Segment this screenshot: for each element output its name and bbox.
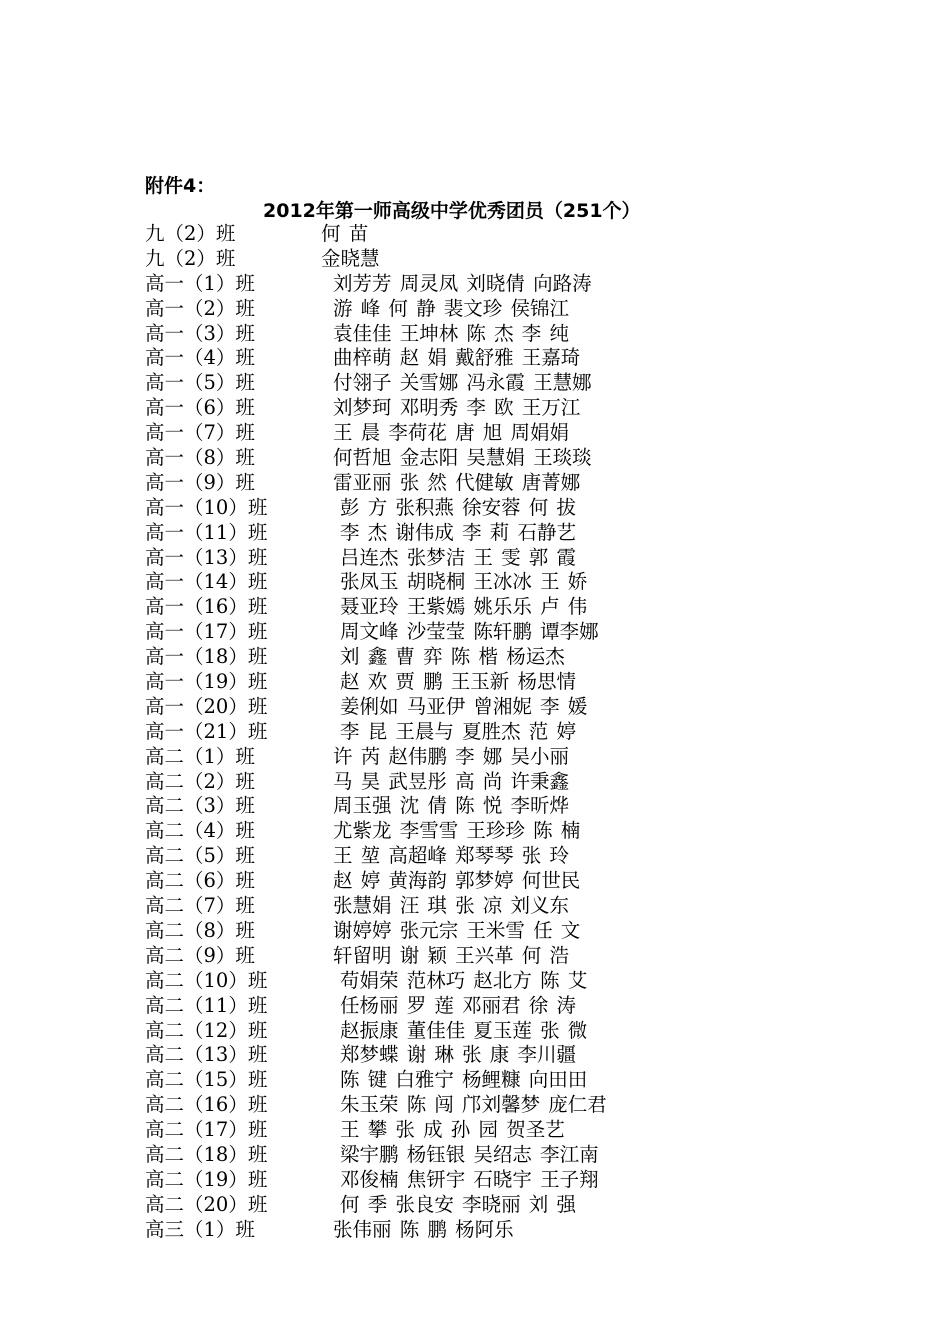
- roster-row: [145, 620, 905, 645]
- member-names: 谢婷婷 张元宗 王米雪 任 文: [333, 918, 581, 942]
- roster-row: [145, 346, 905, 371]
- member-names: 李 昆 王晨与 夏胜杰 范 婷: [340, 719, 576, 743]
- class-name: 高二（12）班: [145, 1018, 268, 1042]
- class-name: 高二（10）班: [145, 968, 268, 992]
- member-names: 李 杰 谢伟成 李 莉 石静艺: [340, 520, 576, 544]
- class-name: 高二（13）班: [145, 1043, 268, 1067]
- class-name: 高一（6）班: [145, 396, 255, 420]
- class-name: 高二（16）班: [145, 1093, 268, 1117]
- member-names: 姜俐如 马亚伊 曾湘妮 李 媛: [340, 694, 588, 718]
- class-name: 高二（1）班: [145, 744, 255, 768]
- roster-row: [145, 819, 905, 844]
- member-names: 尤紫龙 李雪雪 王珍珍 陈 楠: [333, 819, 581, 843]
- member-names: 周玉强 沈 倩 陈 悦 李昕烨: [333, 794, 569, 818]
- roster-row: [145, 570, 905, 595]
- class-name: 高一（8）班: [145, 446, 255, 470]
- document-title: 2012年第一师高级中学优秀团员（251个）: [263, 200, 641, 222]
- class-name: 高一（21）班: [145, 719, 268, 743]
- class-name: 高一（9）班: [145, 470, 255, 494]
- member-names: 张伟丽 陈 鹏 杨阿乐: [333, 1217, 514, 1241]
- roster-row: [145, 1193, 905, 1218]
- class-name: 高一（20）班: [145, 694, 268, 718]
- member-names: 苟娟荣 范林巧 赵北方 陈 艾: [340, 968, 588, 992]
- member-names: 许 芮 赵伟鹏 李 娜 吴小丽: [333, 744, 569, 768]
- class-name: 九（2）班: [145, 246, 236, 270]
- member-names: 张慧娟 汪 琪 张 凉 刘义东: [333, 894, 569, 918]
- roster-row: [145, 844, 905, 869]
- roster-row: [145, 1143, 905, 1168]
- roster-row: [145, 894, 905, 919]
- member-names: 聂亚玲 王紫嫣 姚乐乐 卢 伟: [340, 595, 588, 619]
- class-name: 高二（19）班: [145, 1167, 268, 1191]
- class-name: 高一（11）班: [145, 520, 268, 544]
- class-name: 高一（19）班: [145, 670, 268, 694]
- member-names: 何哲旭 金志阳 吴慧娟 王琰琰: [333, 446, 592, 470]
- member-names: 何 苗: [321, 222, 369, 245]
- roster-row: [145, 944, 905, 969]
- class-name: 高一（13）班: [145, 545, 268, 569]
- member-roster: [145, 222, 905, 1243]
- class-name: 高二（8）班: [145, 918, 255, 942]
- roster-row: [145, 272, 905, 297]
- member-names: 周文峰 沙莹莹 陈轩鹏 谭李娜: [340, 620, 599, 644]
- class-name: 高二（17）班: [145, 1118, 268, 1142]
- class-name: 高一（3）班: [145, 321, 255, 345]
- roster-row: [145, 322, 905, 347]
- member-names: 赵振康 董佳佳 夏玉莲 张 微: [340, 1018, 588, 1042]
- member-names: 任杨丽 罗 莲 邓丽君 徐 涛: [340, 993, 576, 1017]
- member-names: 曲梓萌 赵 娟 戴舒雅 王嘉琦: [333, 346, 581, 370]
- member-names: 邓俊楠 焦钘宇 石晓宇 王子翔: [340, 1167, 599, 1191]
- member-names: 刘梦珂 邓明秀 李 欧 王万江: [333, 396, 581, 420]
- member-names: 王 晨 李荷花 唐 旭 周娟娟: [333, 421, 569, 445]
- roster-row: [145, 1019, 905, 1044]
- member-names: 赵 欢 贾 鹏 王玉新 杨思情: [340, 670, 576, 694]
- member-names: 陈 键 白雅宁 杨鲤糠 向田田: [340, 1068, 588, 1092]
- roster-row: [145, 421, 905, 446]
- roster-row: [145, 695, 905, 720]
- class-name: 高二（18）班: [145, 1142, 268, 1166]
- class-name: 高一（4）班: [145, 346, 255, 370]
- member-names: 王 堃 高超峰 郑琴琴 张 玲: [333, 844, 569, 868]
- class-name: 高二（20）班: [145, 1192, 268, 1216]
- roster-row: [145, 1043, 905, 1068]
- class-name: 高一（14）班: [145, 570, 268, 594]
- roster-row: [145, 1168, 905, 1193]
- class-name: 高二（7）班: [145, 894, 255, 918]
- member-names: 刘 鑫 曹 弈 陈 楷 杨运杰: [340, 645, 565, 669]
- roster-row: [145, 1218, 905, 1243]
- member-names: 朱玉荣 陈 闯 邝刘馨梦 庞仁君: [340, 1093, 607, 1117]
- class-name: 高一（2）班: [145, 296, 255, 320]
- roster-row: [145, 222, 905, 247]
- attachment-label: 附件4：: [145, 175, 216, 197]
- class-name: 高一（1）班: [145, 271, 255, 295]
- roster-row: [145, 496, 905, 521]
- member-names: 吕连杰 张梦洁 王 雯 郭 霞: [340, 545, 576, 569]
- member-names: 游 峰 何 静 裴文珍 侯锦江: [333, 296, 569, 320]
- roster-row: [145, 521, 905, 546]
- roster-row: [145, 471, 905, 496]
- class-name: 高二（3）班: [145, 794, 255, 818]
- roster-row: [145, 1093, 905, 1118]
- roster-row: [145, 446, 905, 471]
- member-names: 金晓慧: [321, 246, 380, 270]
- class-name: 高一（7）班: [145, 421, 255, 445]
- roster-row: [145, 371, 905, 396]
- class-name: 高二（4）班: [145, 819, 255, 843]
- roster-row: [145, 595, 905, 620]
- roster-row: [145, 969, 905, 994]
- member-names: 轩留明 谢 颖 王兴革 何 浩: [333, 943, 569, 967]
- class-name: 高二（15）班: [145, 1068, 268, 1092]
- member-names: 何 季 张良安 李晓丽 刘 强: [340, 1192, 576, 1216]
- roster-row: [145, 645, 905, 670]
- member-names: 马 昊 武昱彤 高 尚 许秉鑫: [333, 769, 569, 793]
- member-names: 郑梦蝶 谢 琳 张 康 李川疆: [340, 1043, 576, 1067]
- class-name: 高二（9）班: [145, 943, 255, 967]
- roster-row: [145, 794, 905, 819]
- roster-row: [145, 994, 905, 1019]
- class-name: 高二（5）班: [145, 844, 255, 868]
- class-name: 高一（16）班: [145, 595, 268, 619]
- roster-row: [145, 869, 905, 894]
- roster-row: [145, 670, 905, 695]
- member-names: 梁宇鹏 杨钰银 吴绍志 李江南: [340, 1142, 599, 1166]
- member-names: 雷亚丽 张 然 代健敏 唐菁娜: [333, 470, 581, 494]
- roster-row: [145, 1068, 905, 1093]
- class-name: 高二（2）班: [145, 769, 255, 793]
- roster-row: [145, 745, 905, 770]
- roster-row: [145, 297, 905, 322]
- member-names: 袁佳佳 王坤林 陈 杰 李 纯: [333, 321, 569, 345]
- roster-row: [145, 919, 905, 944]
- class-name: 高一（10）班: [145, 495, 268, 519]
- class-name: 高三（1）班: [145, 1217, 255, 1241]
- class-name: 高二（6）班: [145, 869, 255, 893]
- class-name: 高一（18）班: [145, 645, 268, 669]
- class-name: 九（2）班: [145, 222, 236, 245]
- class-name: 高一（5）班: [145, 371, 255, 395]
- roster-row: [145, 546, 905, 571]
- roster-row: [145, 1118, 905, 1143]
- member-names: 王 攀 张 成 孙 园 贺圣艺: [340, 1118, 565, 1142]
- member-names: 彭 方 张积燕 徐安蓉 何 拔: [340, 495, 576, 519]
- roster-row: [145, 396, 905, 421]
- member-names: 张凤玉 胡晓桐 王冰冰 王 娇: [340, 570, 588, 594]
- member-names: 付翎子 关雪娜 冯永霞 王慧娜: [333, 371, 592, 395]
- roster-row: [145, 247, 905, 272]
- roster-row: [145, 770, 905, 795]
- class-name: 高一（17）班: [145, 620, 268, 644]
- member-names: 赵 婷 黄海韵 郭梦婷 何世民: [333, 869, 581, 893]
- member-names: 刘芳芳 周灵凤 刘晓倩 向路涛: [333, 271, 592, 295]
- roster-row: [145, 720, 905, 745]
- class-name: 高二（11）班: [145, 993, 268, 1017]
